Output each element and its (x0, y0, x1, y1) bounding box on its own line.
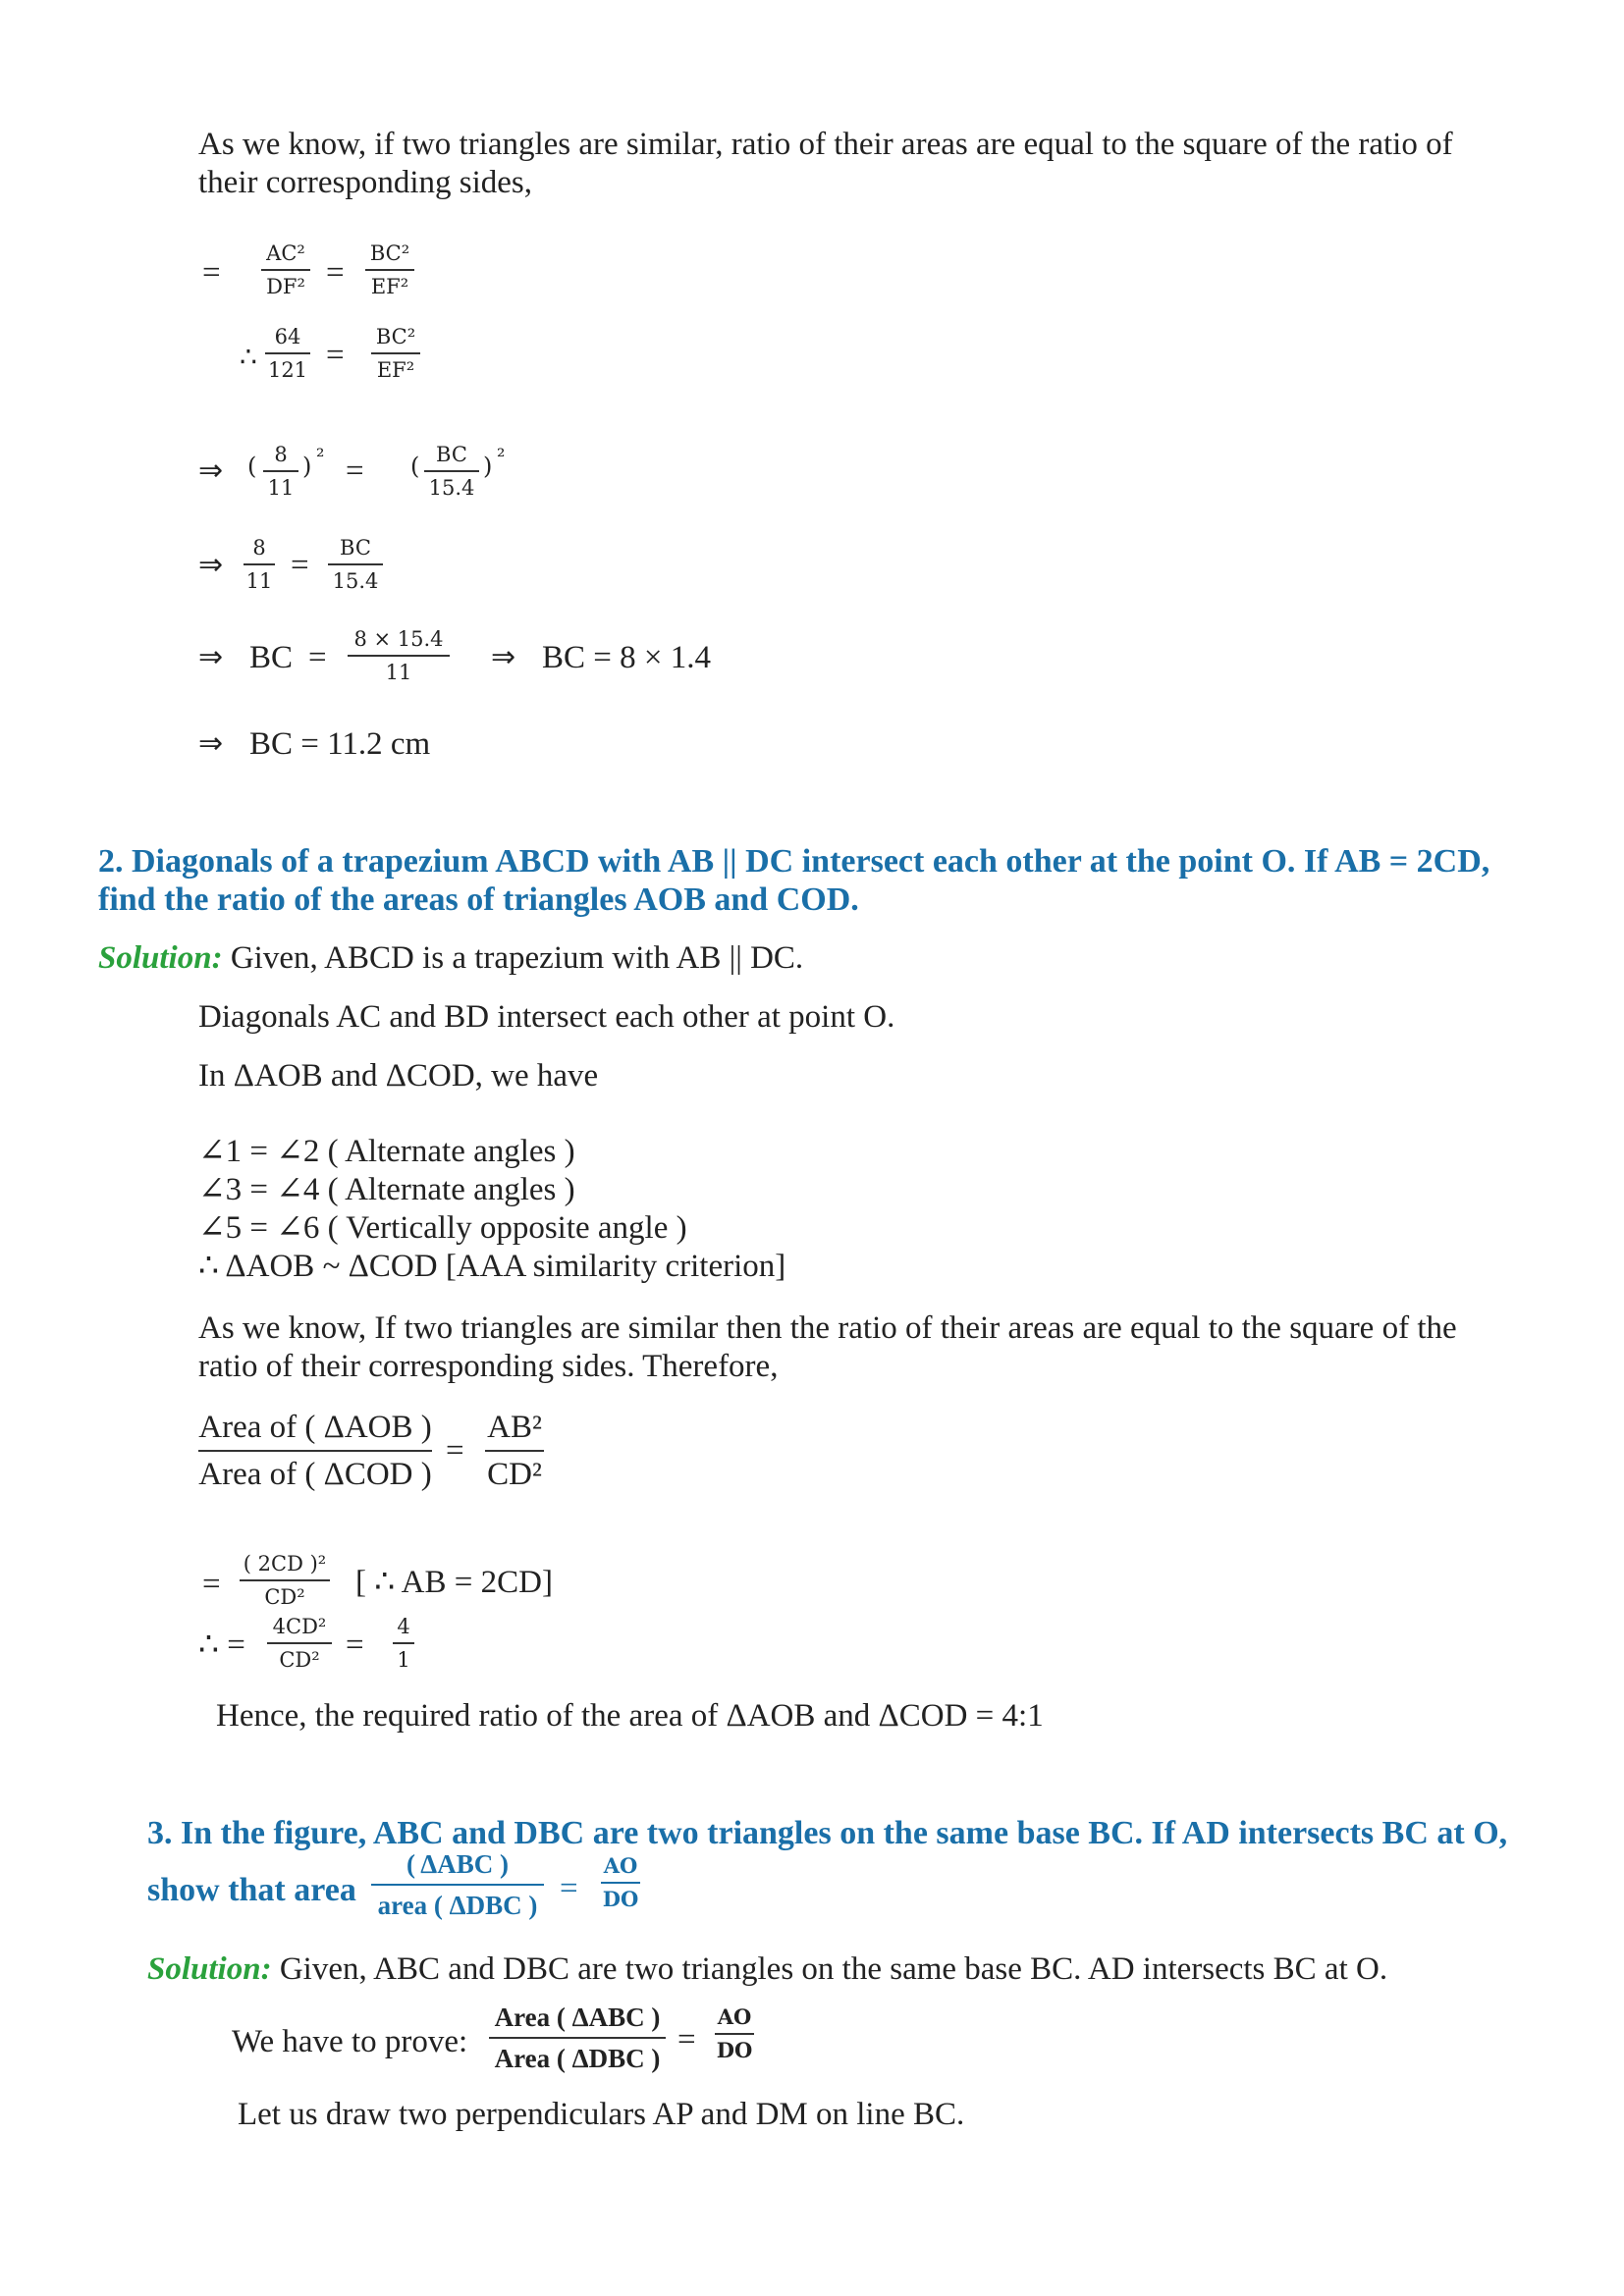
numerator: AB² (487, 1410, 542, 1445)
bc-result: BC = 11.2 cm (249, 726, 431, 762)
numerator: 4 (397, 1615, 410, 1638)
fraction-area-abc-dbc (371, 1847, 544, 1922)
denominator: 121 (267, 358, 308, 382)
prove-label: We have to prove: (232, 2024, 468, 2059)
denominator: CD² (279, 1648, 320, 1672)
fraction-bar (348, 655, 450, 657)
numerator: ( ΔABC ) (406, 1849, 509, 1879)
angle-equation-3: ∠5 = ∠6 ( Vertically opposite angle ) (198, 1210, 687, 1246)
equals-sign: = (202, 255, 221, 291)
equals-sign: = (308, 640, 327, 675)
equals-sign: = (291, 548, 309, 583)
numerator: ( 2CD )² (243, 1552, 327, 1575)
bc-label: BC (249, 640, 294, 675)
fraction-bc2-ef2 (365, 240, 414, 299)
implies-arrow: ⇒ (491, 640, 516, 674)
fraction-bar (198, 1450, 432, 1452)
denominator: 1 (397, 1648, 410, 1672)
left-paren: ( (410, 453, 420, 480)
numerator: 8 × 15.4 (353, 627, 444, 651)
implies-arrow: ⇒ (198, 454, 224, 488)
numerator: AO (603, 1853, 638, 1878)
denominator: DO (602, 1887, 639, 1911)
similarity-statement: ∴ ΔAOB ~ ΔCOD [AAA similarity criterion] (198, 1249, 786, 1284)
fraction-64-121 (265, 324, 310, 383)
solution-given: Given, ABCD is a trapezium with AB || DC. (222, 940, 804, 976)
solution-given: Given, ABC and DBC are two triangles on the same base BC. AD intersects BC at O. (271, 1951, 1388, 1987)
fraction-bar (485, 1450, 544, 1452)
implies-arrow: ⇒ (198, 726, 224, 761)
fraction-area-aob-cod (198, 1408, 432, 1494)
solution-line (98, 938, 803, 978)
left-paren: ( (247, 453, 257, 480)
fraction-bc2-ef2 (371, 324, 420, 383)
fraction-bar (371, 352, 420, 354)
triangles-statement: In ΔAOB and ΔCOD, we have (198, 1058, 599, 1094)
fraction-2cd2-cd2 (240, 1551, 330, 1610)
question-2-title-line2: find the ratio of the areas of triangles AOB and COD. (98, 881, 859, 918)
numerator: 4CD² (272, 1615, 327, 1638)
denominator: 11 (267, 476, 295, 500)
denominator: 15.4 (332, 569, 379, 593)
numerator: AC² (266, 241, 305, 265)
fraction-8x154-11 (348, 626, 450, 685)
fraction-4-1 (393, 1614, 414, 1673)
therefore-symbol: ∴ (240, 341, 257, 373)
implies-arrow: ⇒ (198, 548, 224, 582)
numerator: 8 (274, 443, 288, 466)
fraction-bar (489, 2037, 666, 2039)
equals-sign: = (346, 454, 364, 489)
denominator: 11 (245, 569, 273, 593)
equals-sign: = (202, 1567, 221, 1602)
fraction-bar (240, 1579, 330, 1581)
fraction-8-11 (263, 442, 298, 501)
fraction-bar (328, 563, 383, 565)
equals-sign: = (326, 255, 345, 291)
angle-equation-2: ∠3 = ∠4 ( Alternate angles ) (198, 1172, 575, 1207)
fraction-prove-area (489, 2001, 666, 2075)
fraction-bar (261, 269, 310, 271)
denominator: Area ( ΔDBC ) (494, 2044, 661, 2073)
fraction-bc-154 (424, 442, 479, 501)
fraction-bar (424, 470, 479, 472)
substitution-note: [ ∴ AB = 2CD] (355, 1565, 553, 1600)
numerator: Area of ( ΔAOB ) (198, 1410, 432, 1445)
square-exponent: ² (316, 445, 325, 468)
numerator: BC (340, 536, 371, 560)
denominator: EF² (370, 275, 409, 298)
question-2-title: 2. Diagonals of a trapezium ABCD with AB || DC intersect each other at the point O. If AB = 2CD, (98, 843, 1490, 880)
fraction-bar (265, 352, 310, 354)
equals-sign: = (446, 1433, 464, 1468)
numerator: BC (436, 443, 467, 466)
implies-arrow: ⇒ (198, 640, 224, 674)
square-exponent: ² (497, 445, 506, 468)
fraction-bar (393, 1642, 414, 1644)
denominator: 11 (385, 661, 412, 684)
denominator: EF² (376, 358, 415, 382)
numerator: Area ( ΔABC ) (494, 2002, 661, 2032)
fraction-bar (601, 1882, 640, 1884)
perpendiculars-statement: Let us draw two perpendiculars AP and DM on line BC. (238, 2097, 965, 2132)
numerator: AO (717, 2004, 752, 2029)
fraction-4cd2-cd2 (267, 1614, 332, 1673)
fraction-8-11 (244, 535, 275, 594)
as-we-know-paragraph: As we know, If two triangles are similar then the ratio of their areas are equal to the square of the ratio of their corresponding sides. Therefore, (198, 1310, 1457, 1384)
equals-sign: = (346, 1628, 364, 1663)
diagonals-statement: Diagonals AC and BD intersect each other at point O. (198, 999, 895, 1035)
fraction-bar (263, 470, 298, 472)
denominator: Area of ( ΔCOD ) (198, 1457, 432, 1492)
numerator: 64 (274, 325, 301, 348)
numerator: BC² (375, 325, 416, 348)
intro-paragraph: As we know, if two triangles are similar, ratio of their areas are equal to the square of the ratio of their corresponding sides, (198, 127, 1453, 200)
denominator: DF² (266, 275, 305, 298)
equals-sign: = (560, 1871, 578, 1906)
solution-line (147, 1949, 1387, 1989)
fraction-ao-do (715, 2004, 754, 2063)
solution-label: Solution: (98, 940, 223, 976)
fraction-ac2-df2 (261, 240, 310, 299)
angle-equation-1: ∠1 = ∠2 ( Alternate angles ) (198, 1134, 575, 1169)
solution-label: Solution: (147, 1951, 272, 1987)
fraction-ab2-cd2 (485, 1408, 544, 1494)
denominator: CD² (487, 1457, 542, 1492)
equals-sign: = (677, 2022, 696, 2057)
denominator: DO (716, 2038, 753, 2062)
fraction-bar (715, 2033, 754, 2035)
therefore-equals: ∴ = (198, 1628, 245, 1663)
numerator: BC² (369, 241, 410, 265)
fraction-ao-do (601, 1853, 640, 1912)
fraction-bc-154 (328, 535, 383, 594)
show-that-label: show that area (147, 1872, 356, 1908)
fraction-bar (365, 269, 414, 271)
numerator: 8 (252, 536, 266, 560)
denominator: area ( ΔDBC ) (377, 1891, 538, 1920)
bc-equation: BC = 8 × 1.4 (542, 640, 711, 675)
equals-sign: = (326, 338, 345, 373)
question-3-title: 3. In the figure, ABC and DBC are two triangles on the same base BC. If AD intersects BC at O, (147, 1815, 1508, 1851)
fraction-bar (244, 563, 275, 565)
denominator: 15.4 (428, 476, 475, 500)
right-paren: ) (302, 453, 312, 480)
denominator: CD² (264, 1585, 305, 1609)
hence-ratio: Hence, the required ratio of the area of ΔAOB and ΔCOD = 4:1 (216, 1698, 1044, 1734)
fraction-bar (371, 1884, 544, 1886)
right-paren: ) (483, 453, 493, 480)
fraction-bar (267, 1642, 332, 1644)
